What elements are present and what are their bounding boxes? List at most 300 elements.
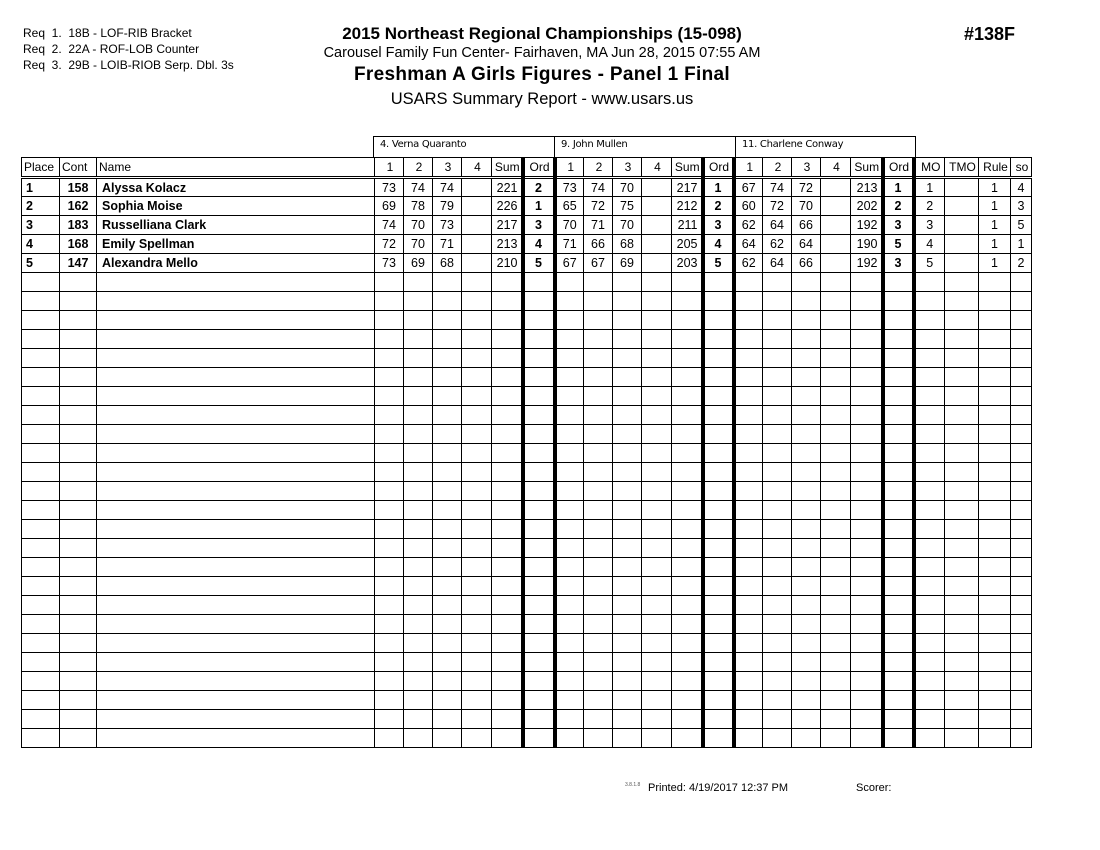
empty-cell xyxy=(404,520,433,539)
empty-cell xyxy=(642,501,672,520)
empty-cell xyxy=(613,482,642,501)
empty-cell xyxy=(523,672,555,691)
empty-cell xyxy=(433,539,462,558)
col-j1-fig3: 3 xyxy=(433,158,462,178)
empty-cell xyxy=(97,596,375,615)
empty-cell xyxy=(60,653,97,672)
empty-cell xyxy=(914,482,945,501)
empty-cell xyxy=(672,520,703,539)
empty-cell xyxy=(642,292,672,311)
empty-cell xyxy=(672,577,703,596)
empty-cell xyxy=(672,311,703,330)
empty-cell xyxy=(763,311,792,330)
empty-cell xyxy=(763,330,792,349)
col-j3-fig3: 3 xyxy=(792,158,821,178)
empty-cell xyxy=(22,273,60,292)
judge-3-fig-1-score: 67 xyxy=(734,178,763,197)
empty-cell xyxy=(851,520,883,539)
empty-cell xyxy=(1011,368,1032,387)
empty-cell xyxy=(672,463,703,482)
empty-cell xyxy=(433,463,462,482)
empty-cell xyxy=(523,311,555,330)
judge-3-fig-4-score xyxy=(821,197,851,216)
col-j2-fig2: 2 xyxy=(584,158,613,178)
empty-cell xyxy=(492,406,523,425)
empty-cell xyxy=(97,406,375,425)
so-cell: 5 xyxy=(1011,216,1032,235)
empty-cell xyxy=(914,425,945,444)
empty-cell xyxy=(979,349,1011,368)
empty-cell xyxy=(555,349,584,368)
empty-cell xyxy=(642,311,672,330)
empty-cell xyxy=(914,501,945,520)
empty-cell xyxy=(703,577,734,596)
empty-cell xyxy=(945,729,979,748)
empty-cell xyxy=(883,710,914,729)
empty-cell xyxy=(1011,634,1032,653)
empty-cell xyxy=(523,349,555,368)
empty-cell xyxy=(97,634,375,653)
judge-1-ordinal: 2 xyxy=(523,178,555,197)
judge-1-fig-3-score: 73 xyxy=(433,216,462,235)
tmo-cell xyxy=(945,216,979,235)
empty-cell xyxy=(979,463,1011,482)
empty-cell xyxy=(375,425,404,444)
empty-cell xyxy=(883,729,914,748)
empty-cell xyxy=(22,444,60,463)
empty-cell xyxy=(883,292,914,311)
empty-cell xyxy=(433,444,462,463)
empty-cell xyxy=(22,710,60,729)
empty-row xyxy=(22,482,1032,501)
col-j3-fig4: 4 xyxy=(821,158,851,178)
judge-2-fig-3-score: 70 xyxy=(613,216,642,235)
empty-cell xyxy=(492,634,523,653)
empty-cell xyxy=(462,292,492,311)
empty-cell xyxy=(945,444,979,463)
empty-cell xyxy=(642,349,672,368)
empty-cell xyxy=(613,349,642,368)
col-j3-ord: Ord xyxy=(883,158,914,178)
empty-cell xyxy=(672,292,703,311)
empty-cell xyxy=(763,691,792,710)
empty-cell xyxy=(821,558,851,577)
empty-cell xyxy=(703,691,734,710)
empty-cell xyxy=(883,368,914,387)
empty-cell xyxy=(613,368,642,387)
empty-cell xyxy=(763,539,792,558)
empty-cell xyxy=(523,406,555,425)
judge-3-fig-3-score: 66 xyxy=(792,254,821,273)
empty-cell xyxy=(851,710,883,729)
empty-cell xyxy=(404,596,433,615)
empty-cell xyxy=(22,406,60,425)
empty-cell xyxy=(672,368,703,387)
empty-cell xyxy=(60,330,97,349)
judge-1-ordinal: 4 xyxy=(523,235,555,254)
empty-cell xyxy=(792,539,821,558)
judge-2-fig-3-score: 70 xyxy=(613,178,642,197)
empty-cell xyxy=(1011,577,1032,596)
empty-cell xyxy=(404,349,433,368)
empty-cell xyxy=(672,425,703,444)
empty-cell xyxy=(979,539,1011,558)
empty-cell xyxy=(883,311,914,330)
empty-cell xyxy=(523,273,555,292)
empty-cell xyxy=(734,463,763,482)
empty-cell xyxy=(792,482,821,501)
judge-3-ordinal: 1 xyxy=(883,178,914,197)
empty-cell xyxy=(375,520,404,539)
empty-cell xyxy=(404,273,433,292)
empty-cell xyxy=(613,520,642,539)
empty-cell xyxy=(613,425,642,444)
empty-cell xyxy=(1011,273,1032,292)
empty-cell xyxy=(22,368,60,387)
judge-1-fig-2-score: 78 xyxy=(404,197,433,216)
empty-cell xyxy=(97,501,375,520)
empty-cell xyxy=(851,577,883,596)
tmo-cell xyxy=(945,254,979,273)
empty-cell xyxy=(945,653,979,672)
empty-cell xyxy=(613,406,642,425)
empty-cell xyxy=(613,330,642,349)
empty-cell xyxy=(555,558,584,577)
empty-cell xyxy=(555,653,584,672)
competition-title: 2015 Northeast Regional Championships (15-098) xyxy=(342,24,742,43)
empty-cell xyxy=(672,501,703,520)
empty-cell xyxy=(851,425,883,444)
empty-cell xyxy=(945,615,979,634)
empty-cell xyxy=(97,425,375,444)
empty-cell xyxy=(672,710,703,729)
empty-cell xyxy=(433,311,462,330)
judge-2-sum: 205 xyxy=(672,235,703,254)
empty-cell xyxy=(672,330,703,349)
empty-cell xyxy=(555,577,584,596)
empty-cell xyxy=(979,292,1011,311)
empty-cell xyxy=(375,406,404,425)
empty-cell xyxy=(883,672,914,691)
cont-cell: 168 xyxy=(60,235,97,254)
empty-row xyxy=(22,520,1032,539)
judge-3-ordinal: 3 xyxy=(883,254,914,273)
empty-cell xyxy=(613,672,642,691)
empty-cell xyxy=(97,482,375,501)
empty-cell xyxy=(462,520,492,539)
empty-cell xyxy=(851,292,883,311)
empty-cell xyxy=(642,653,672,672)
empty-cell xyxy=(883,539,914,558)
empty-cell xyxy=(851,672,883,691)
judge-2-ordinal: 2 xyxy=(703,197,734,216)
empty-cell xyxy=(404,444,433,463)
judge-3-fig-2-score: 64 xyxy=(763,254,792,273)
rule-cell: 1 xyxy=(979,254,1011,273)
empty-cell xyxy=(97,539,375,558)
empty-cell xyxy=(883,482,914,501)
empty-cell xyxy=(375,539,404,558)
empty-cell xyxy=(672,615,703,634)
empty-cell xyxy=(821,634,851,653)
empty-cell xyxy=(914,406,945,425)
cont-cell: 162 xyxy=(60,197,97,216)
empty-cell xyxy=(703,653,734,672)
empty-cell xyxy=(821,520,851,539)
empty-cell xyxy=(97,558,375,577)
judge-2-fig-2-score: 71 xyxy=(584,216,613,235)
empty-cell xyxy=(404,558,433,577)
printed-timestamp: Printed: 4/19/2017 12:37 PM xyxy=(648,782,789,794)
empty-cell xyxy=(375,691,404,710)
empty-cell xyxy=(642,577,672,596)
empty-cell xyxy=(642,425,672,444)
name-cell: Sophia Moise xyxy=(97,197,375,216)
empty-cell xyxy=(433,349,462,368)
empty-cell xyxy=(703,672,734,691)
empty-cell xyxy=(914,596,945,615)
empty-cell xyxy=(945,368,979,387)
empty-cell xyxy=(703,425,734,444)
empty-cell xyxy=(462,539,492,558)
empty-cell xyxy=(555,596,584,615)
empty-cell xyxy=(462,273,492,292)
judge-1-fig-3-score: 68 xyxy=(433,254,462,273)
empty-cell xyxy=(523,729,555,748)
empty-cell xyxy=(883,615,914,634)
empty-row xyxy=(22,634,1032,653)
empty-cell xyxy=(642,672,672,691)
empty-cell xyxy=(404,539,433,558)
empty-cell xyxy=(555,729,584,748)
col-j3-fig1: 1 xyxy=(734,158,763,178)
empty-cell xyxy=(703,482,734,501)
empty-cell xyxy=(883,501,914,520)
empty-cell xyxy=(97,653,375,672)
judge-3-fig-1-score: 60 xyxy=(734,197,763,216)
empty-cell xyxy=(555,463,584,482)
empty-cell xyxy=(851,311,883,330)
empty-cell xyxy=(672,482,703,501)
empty-cell xyxy=(462,501,492,520)
col-cont: Cont xyxy=(60,158,97,178)
table-row xyxy=(22,197,1032,216)
place-cell: 1 xyxy=(22,178,60,197)
empty-cell xyxy=(492,520,523,539)
empty-cell xyxy=(97,444,375,463)
empty-cell xyxy=(60,729,97,748)
empty-cell xyxy=(821,539,851,558)
empty-row xyxy=(22,349,1032,368)
empty-cell xyxy=(523,444,555,463)
rule-cell: 1 xyxy=(979,197,1011,216)
empty-cell xyxy=(734,596,763,615)
empty-cell xyxy=(734,520,763,539)
so-cell: 3 xyxy=(1011,197,1032,216)
empty-cell xyxy=(60,520,97,539)
col-tmo: TMO xyxy=(945,158,979,178)
empty-cell xyxy=(703,539,734,558)
empty-cell xyxy=(792,292,821,311)
empty-cell xyxy=(404,311,433,330)
empty-row xyxy=(22,558,1032,577)
empty-cell xyxy=(734,406,763,425)
empty-cell xyxy=(584,368,613,387)
empty-cell xyxy=(945,330,979,349)
empty-cell xyxy=(821,615,851,634)
empty-cell xyxy=(792,596,821,615)
empty-cell xyxy=(523,634,555,653)
empty-cell xyxy=(60,501,97,520)
empty-cell xyxy=(672,653,703,672)
empty-cell xyxy=(642,406,672,425)
empty-cell xyxy=(703,463,734,482)
empty-cell xyxy=(763,596,792,615)
empty-cell xyxy=(945,387,979,406)
empty-cell xyxy=(1011,615,1032,634)
empty-cell xyxy=(492,292,523,311)
empty-cell xyxy=(584,406,613,425)
empty-cell xyxy=(97,273,375,292)
empty-cell xyxy=(883,653,914,672)
empty-cell xyxy=(462,558,492,577)
judge-1-sum: 213 xyxy=(492,235,523,254)
empty-cell xyxy=(404,672,433,691)
empty-cell xyxy=(492,463,523,482)
empty-cell xyxy=(555,368,584,387)
judge-2-header: 9. John Mullen xyxy=(554,136,736,158)
empty-cell xyxy=(703,634,734,653)
empty-cell xyxy=(734,729,763,748)
empty-cell xyxy=(584,330,613,349)
empty-cell xyxy=(97,615,375,634)
empty-cell xyxy=(1011,672,1032,691)
empty-cell xyxy=(792,406,821,425)
empty-cell xyxy=(914,558,945,577)
empty-cell xyxy=(584,558,613,577)
empty-cell xyxy=(914,634,945,653)
empty-cell xyxy=(914,368,945,387)
empty-cell xyxy=(22,501,60,520)
empty-cell xyxy=(462,615,492,634)
judge-1-fig-1-score: 72 xyxy=(375,235,404,254)
empty-cell xyxy=(1011,311,1032,330)
judge-1-ordinal: 5 xyxy=(523,254,555,273)
empty-cell xyxy=(584,482,613,501)
empty-cell xyxy=(492,330,523,349)
judge-1-fig-2-score: 69 xyxy=(404,254,433,273)
empty-cell xyxy=(792,577,821,596)
empty-cell xyxy=(914,615,945,634)
empty-cell xyxy=(97,330,375,349)
judge-3-fig-2-score: 74 xyxy=(763,178,792,197)
empty-cell xyxy=(22,311,60,330)
empty-cell xyxy=(60,558,97,577)
place-cell: 3 xyxy=(22,216,60,235)
empty-cell xyxy=(979,482,1011,501)
event-title: Freshman A Girls Figures - Panel 1 Final xyxy=(354,64,730,85)
empty-cell xyxy=(914,577,945,596)
empty-cell xyxy=(492,311,523,330)
empty-cell xyxy=(945,292,979,311)
empty-cell xyxy=(22,615,60,634)
empty-cell xyxy=(734,691,763,710)
empty-cell xyxy=(792,520,821,539)
empty-cell xyxy=(821,710,851,729)
tmo-cell xyxy=(945,235,979,254)
empty-cell xyxy=(22,672,60,691)
empty-cell xyxy=(642,444,672,463)
table-row xyxy=(22,235,1032,254)
empty-cell xyxy=(404,330,433,349)
empty-cell xyxy=(60,577,97,596)
empty-cell xyxy=(613,615,642,634)
empty-cell xyxy=(433,482,462,501)
empty-cell xyxy=(851,349,883,368)
empty-cell xyxy=(22,387,60,406)
empty-cell xyxy=(584,634,613,653)
empty-cell xyxy=(404,710,433,729)
judge-3-fig-3-score: 66 xyxy=(792,216,821,235)
empty-cell xyxy=(22,729,60,748)
empty-cell xyxy=(642,387,672,406)
judge-3-sum: 213 xyxy=(851,178,883,197)
empty-cell xyxy=(821,273,851,292)
empty-cell xyxy=(979,406,1011,425)
empty-cell xyxy=(404,653,433,672)
judge-2-fig-4-score xyxy=(642,235,672,254)
empty-cell xyxy=(404,406,433,425)
empty-cell xyxy=(555,501,584,520)
empty-cell xyxy=(914,710,945,729)
empty-cell xyxy=(979,520,1011,539)
empty-cell xyxy=(851,596,883,615)
cont-cell: 147 xyxy=(60,254,97,273)
column-header-row xyxy=(22,158,1032,178)
empty-cell xyxy=(433,596,462,615)
empty-cell xyxy=(914,729,945,748)
empty-cell xyxy=(60,292,97,311)
empty-cell xyxy=(584,691,613,710)
empty-cell xyxy=(792,330,821,349)
judge-1-fig-4-score xyxy=(462,178,492,197)
empty-cell xyxy=(97,463,375,482)
empty-cell xyxy=(462,634,492,653)
empty-cell xyxy=(404,482,433,501)
judge-1-fig-2-score: 74 xyxy=(404,178,433,197)
col-j1-fig2: 2 xyxy=(404,158,433,178)
judge-3-fig-4-score xyxy=(821,216,851,235)
empty-cell xyxy=(375,482,404,501)
empty-cell xyxy=(555,311,584,330)
judge-1-sum: 210 xyxy=(492,254,523,273)
empty-cell xyxy=(523,463,555,482)
empty-cell xyxy=(462,729,492,748)
empty-cell xyxy=(613,653,642,672)
empty-cell xyxy=(945,691,979,710)
empty-cell xyxy=(584,463,613,482)
empty-cell xyxy=(375,273,404,292)
empty-cell xyxy=(584,577,613,596)
mo-cell: 3 xyxy=(914,216,945,235)
empty-cell xyxy=(60,482,97,501)
empty-cell xyxy=(404,577,433,596)
empty-cell xyxy=(523,558,555,577)
empty-cell xyxy=(883,691,914,710)
col-so: so xyxy=(1011,158,1032,178)
empty-cell xyxy=(851,691,883,710)
empty-cell xyxy=(60,444,97,463)
